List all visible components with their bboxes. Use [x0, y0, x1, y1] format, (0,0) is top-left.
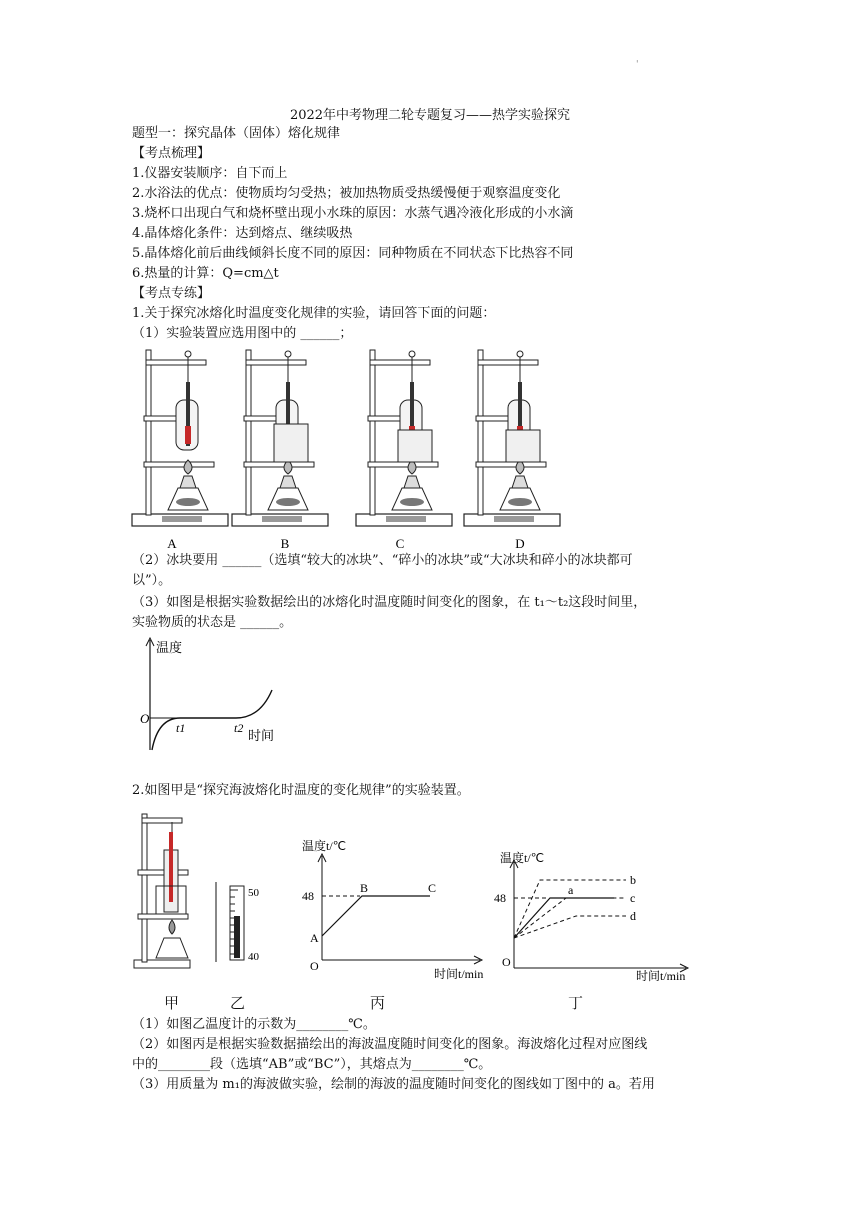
q1-part3-line1: （3）如图是根据实验数据绘出的冰熔化时温度随时间变化的图象，在 t₁～t₂这段时间里， — [132, 595, 647, 610]
ding-ylabel: 温度t/℃ — [500, 851, 545, 865]
ding-label-b: b — [630, 873, 636, 887]
fig-yi-thermometer — [210, 876, 270, 966]
review-item: 3.烧杯口出现白气和烧杯壁出现小水珠的原因：水蒸气遇冷液化形成的小水滴 — [132, 206, 574, 221]
graph-ylabel: 温度 — [156, 640, 183, 655]
fig-jia-apparatus — [132, 810, 198, 970]
apparatus-figure — [130, 342, 560, 557]
ding-xlabel: 时间t/min — [636, 969, 686, 983]
q2-stem: 2.如图甲是“探究海波熔化时温度的变化规律”的实验装置。 — [132, 783, 470, 798]
apparatus-label-c: C — [395, 536, 405, 551]
melting-curve — [322, 896, 430, 936]
q2-part1: （1）如图乙温度计的示数为________℃。 — [132, 1017, 376, 1032]
graph-xlabel: 时间 — [248, 728, 275, 743]
fig-label-bing: 丙 — [370, 994, 386, 1012]
apparatus-labels — [167, 536, 524, 551]
review-item: 4.晶体熔化条件：达到熔点、继续吸热 — [132, 226, 353, 241]
bing-point-c: C — [428, 881, 437, 895]
corner-mark: ' — [636, 60, 639, 70]
ding-origin: O — [502, 955, 511, 969]
review-item: 5.晶体熔化前后曲线倾斜长度不同的原因：同种物质在不同状态下比热容不同 — [132, 246, 574, 261]
bing-48: 48 — [302, 889, 314, 903]
ding-label-a: a — [568, 883, 574, 897]
ice-melting-graph — [140, 632, 300, 757]
fig-bing-graph — [300, 840, 500, 980]
apparatus-label-d: D — [515, 536, 525, 551]
q1-part2-line2: 以”）。 — [132, 573, 172, 588]
review-heading: 【考点梳理】 — [132, 146, 211, 161]
review-item: 1.仪器安装顺序：自下而上 — [132, 166, 288, 181]
graph-t1: t1 — [176, 721, 186, 735]
section-heading: 题型一：探究晶体（固体）熔化规律 — [132, 126, 341, 141]
q1-part1: （1）实验装置应选用图中的 ______； — [132, 326, 353, 341]
q1-part3-line2: 实验物质的状态是 ______。 — [132, 615, 293, 630]
fig-ding-graph — [496, 846, 696, 986]
q2-part2-line1: （2）如图丙是根据实验数据描绘出的海波温度随时间变化的图象。海波熔化过程对应图线 — [132, 1037, 648, 1052]
review-item: 6.热量的计算：Q=cm△t — [132, 266, 279, 281]
bing-ylabel: 温度t/℃ — [302, 839, 347, 853]
graph-origin: O — [140, 711, 150, 726]
apparatus-label-a: A — [167, 536, 177, 551]
bing-xlabel: 时间t/min — [434, 967, 484, 981]
review-item: 2.水浴法的优点：使物质均匀受热；被加热物质受热缓慢便于观察温度变化 — [132, 186, 561, 201]
thermo-bottom-label: 40 — [248, 951, 259, 963]
bing-origin: O — [310, 959, 319, 973]
ding-label-d: d — [630, 909, 636, 923]
q2-part3-line1: （3）用质量为 m₁的海波做实验，绘制的海波的温度随时间变化的图线如丁图中的 a。若用 — [132, 1077, 655, 1092]
q1-part2-line1: （2）冰块要用 ______（选填“较大的冰块”、“碎小的冰块”或“大冰块和碎小的冰块都可 — [132, 553, 633, 568]
thermo-top-label: 50 — [248, 887, 259, 899]
bing-point-a: A — [310, 931, 319, 945]
fig-label-ding: 丁 — [568, 994, 584, 1012]
bing-point-b: B — [360, 881, 369, 895]
ding-label-c: c — [630, 891, 636, 905]
page-title: 2022年中考物理二轮专题复习——热学实验探究 — [289, 108, 571, 123]
ding-48: 48 — [494, 891, 506, 905]
apparatus-label-b: B — [280, 536, 290, 551]
practice-heading: 【考点专练】 — [132, 286, 211, 301]
q1-stem: 1.关于探究冰熔化时温度变化规律的实验，请回答下面的问题： — [132, 306, 496, 321]
q2-part2-line2: 中的________段（选填“AB”或“BC”），其熔点为________℃。 — [132, 1057, 492, 1072]
fig-label-yi: 乙 — [230, 994, 246, 1012]
fig-label-jia: 甲 — [164, 994, 180, 1012]
graph-t2: t2 — [234, 721, 244, 735]
